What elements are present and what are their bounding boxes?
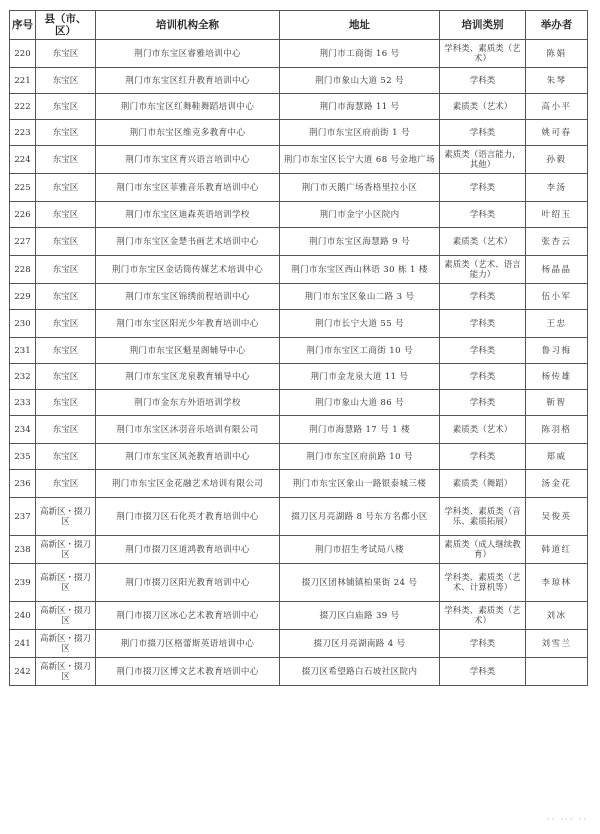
cell-training-type: 学科类、素质类（音乐、素质拓展）	[440, 498, 526, 536]
cell-address: 荆门市象山大道 86 号	[280, 390, 440, 416]
cell-training-type: 素质类（艺术、语言能力）	[440, 256, 526, 284]
cell-organizer: 王忠	[526, 310, 588, 338]
cell-institution-name: 荆门市东宝区金楚书画艺术培训中心	[96, 228, 280, 256]
cell-training-type: 学科类、素质类（艺术、计算机等）	[440, 564, 526, 602]
cell-county: 东宝区	[36, 284, 96, 310]
cell-county: 东宝区	[36, 390, 96, 416]
cell-address: 荆门市海慧路 11 号	[280, 94, 440, 120]
cell-serial: 233	[10, 390, 36, 416]
cell-organizer: 靳智	[526, 390, 588, 416]
cell-address: 掇刀区团林铺镇柏果街 24 号	[280, 564, 440, 602]
cell-institution-name: 荆门市东宝区阳光少年教育培训中心	[96, 310, 280, 338]
cell-training-type: 学科类	[440, 338, 526, 364]
cell-county: 东宝区	[36, 338, 96, 364]
cell-serial: 230	[10, 310, 36, 338]
cell-county: 东宝区	[36, 444, 96, 470]
cell-serial: 238	[10, 536, 36, 564]
cell-county: 高新区・掇刀区	[36, 630, 96, 658]
cell-address: 荆门市天鹅广场香格里拉小区	[280, 174, 440, 202]
cell-training-type: 学科类	[440, 364, 526, 390]
cell-county: 高新区・掇刀区	[36, 602, 96, 630]
cell-organizer: 吴俊英	[526, 498, 588, 536]
cell-serial: 237	[10, 498, 36, 536]
cell-address: 荆门市东宝区象山二路 3 号	[280, 284, 440, 310]
cell-institution-name: 荆门市金东方外语培训学校	[96, 390, 280, 416]
header-address: 地址	[280, 11, 440, 40]
table-row	[10, 256, 588, 284]
cell-training-type: 学科类、素质类（艺术）	[440, 40, 526, 68]
cell-county: 东宝区	[36, 146, 96, 174]
cell-training-type: 学科类	[440, 202, 526, 228]
cell-training-type: 学科类	[440, 390, 526, 416]
header-serial: 序号	[10, 11, 36, 40]
cell-serial: 223	[10, 120, 36, 146]
cell-organizer: 李汤	[526, 174, 588, 202]
table-row	[10, 40, 588, 68]
training-institutions-table	[9, 10, 588, 686]
header-training-type: 培训类别	[440, 11, 526, 40]
cell-institution-name: 荆门市掇刀区博文艺术教育培训中心	[96, 658, 280, 686]
cell-organizer: 高小平	[526, 94, 588, 120]
cell-organizer: 叶绍玉	[526, 202, 588, 228]
cell-training-type: 学科类	[440, 658, 526, 686]
cell-address: 掇刀区月亮湖南路 4 号	[280, 630, 440, 658]
cell-organizer: 郑威	[526, 444, 588, 470]
cell-serial: 241	[10, 630, 36, 658]
table-row	[10, 68, 588, 94]
cell-organizer: 杨传雄	[526, 364, 588, 390]
cell-serial: 239	[10, 564, 36, 602]
table-row	[10, 146, 588, 174]
table-row	[10, 564, 588, 602]
table-row	[10, 602, 588, 630]
table-row	[10, 390, 588, 416]
cell-county: 东宝区	[36, 228, 96, 256]
cell-organizer: 李琼林	[526, 564, 588, 602]
table-row	[10, 630, 588, 658]
table-row	[10, 94, 588, 120]
cell-serial: 225	[10, 174, 36, 202]
cell-training-type: 学科类	[440, 120, 526, 146]
cell-institution-name: 荆门市东宝区红舞鞋舞蹈培训中心	[96, 94, 280, 120]
cell-training-type: 素质类（艺术）	[440, 228, 526, 256]
cell-county: 高新区・掇刀区	[36, 564, 96, 602]
cell-organizer: 张杏云	[526, 228, 588, 256]
cell-serial: 232	[10, 364, 36, 390]
cell-institution-name: 荆门市东宝区魁星阁辅导中心	[96, 338, 280, 364]
table-row	[10, 444, 588, 470]
cell-serial: 240	[10, 602, 36, 630]
cell-organizer	[526, 658, 588, 686]
table-row	[10, 310, 588, 338]
cell-institution-name: 荆门市掇刀区石化英才教育培训中心	[96, 498, 280, 536]
cell-institution-name: 荆门市东宝区金话筒传媒艺术培训中心	[96, 256, 280, 284]
cell-training-type: 素质类（艺术）	[440, 416, 526, 444]
cell-address: 荆门市东宝区工商街 10 号	[280, 338, 440, 364]
cell-institution-name: 荆门市东宝区维克多教育中心	[96, 120, 280, 146]
cell-serial: 242	[10, 658, 36, 686]
cell-training-type: 学科类、素质类（艺术）	[440, 602, 526, 630]
cell-serial: 229	[10, 284, 36, 310]
cell-address: 掇刀区希望路白石坡社区院内	[280, 658, 440, 686]
header-county: 县（市、区）	[36, 11, 96, 40]
cell-institution-name: 荆门市东宝区菲雅音乐教育培训中心	[96, 174, 280, 202]
cell-serial: 221	[10, 68, 36, 94]
cell-organizer: 陈羽格	[526, 416, 588, 444]
cell-institution-name: 荆门市掇刀区阳光教育培训中心	[96, 564, 280, 602]
cell-organizer: 汤金花	[526, 470, 588, 498]
cell-serial: 227	[10, 228, 36, 256]
table-row	[10, 202, 588, 228]
cell-training-type: 素质类（艺术）	[440, 94, 526, 120]
table-row	[10, 174, 588, 202]
cell-serial: 231	[10, 338, 36, 364]
table-row	[10, 228, 588, 256]
cell-county: 东宝区	[36, 94, 96, 120]
cell-county: 东宝区	[36, 310, 96, 338]
cell-training-type: 学科类	[440, 630, 526, 658]
cell-address: 荆门市金龙泉大道 11 号	[280, 364, 440, 390]
cell-organizer: 伍小军	[526, 284, 588, 310]
cell-training-type: 素质类（舞蹈）	[440, 470, 526, 498]
cell-institution-name: 荆门市东宝区锦绣前程培训中心	[96, 284, 280, 310]
cell-county: 东宝区	[36, 202, 96, 228]
cell-institution-name: 荆门市东宝区沐羽音乐培训有限公司	[96, 416, 280, 444]
cell-address: 荆门市东宝区象山一路银泰城三楼	[280, 470, 440, 498]
cell-county: 东宝区	[36, 68, 96, 94]
cell-institution-name: 荆门市掇刀区道鸿教育培训中心	[96, 536, 280, 564]
cell-institution-name: 荆门市东宝区育兴语言培训中心	[96, 146, 280, 174]
cell-county: 东宝区	[36, 256, 96, 284]
cell-address: 荆门市招生考试局八楼	[280, 536, 440, 564]
cell-address: 掇刀区白庙路 39 号	[280, 602, 440, 630]
cell-address: 荆门市东宝区府前路 10 号	[280, 444, 440, 470]
cell-institution-name: 荆门市东宝区风尧教育培训中心	[96, 444, 280, 470]
cell-county: 东宝区	[36, 416, 96, 444]
cell-county: 东宝区	[36, 40, 96, 68]
cell-organizer: 朱琴	[526, 68, 588, 94]
cell-organizer: 孙毅	[526, 146, 588, 174]
cell-serial: 228	[10, 256, 36, 284]
table-row	[10, 658, 588, 686]
cell-county: 东宝区	[36, 174, 96, 202]
cell-institution-name: 荆门市掇刀区格蕾斯英语培训中心	[96, 630, 280, 658]
cell-training-type: 学科类	[440, 444, 526, 470]
cell-address: 荆门市长宁大道 55 号	[280, 310, 440, 338]
cell-institution-name: 荆门市东宝区迪森英语培训学校	[96, 202, 280, 228]
cell-training-type: 素质类（语言能力，其他）	[440, 146, 526, 174]
cell-organizer: 韩道红	[526, 536, 588, 564]
cell-address: 荆门市东宝区府前街 1 号	[280, 120, 440, 146]
watermark-logo: ·· ··· ··	[541, 813, 594, 826]
cell-institution-name: 荆门市东宝区金花融艺术培训有限公司	[96, 470, 280, 498]
cell-serial: 224	[10, 146, 36, 174]
cell-organizer: 刘冰	[526, 602, 588, 630]
table-row	[10, 284, 588, 310]
cell-training-type: 学科类	[440, 68, 526, 94]
cell-county: 东宝区	[36, 364, 96, 390]
cell-training-type: 学科类	[440, 310, 526, 338]
table-row	[10, 416, 588, 444]
cell-address: 荆门市海慧路 17 号 1 楼	[280, 416, 440, 444]
table-row	[10, 498, 588, 536]
cell-address: 荆门市东宝区西山林语 30 栋 1 楼	[280, 256, 440, 284]
cell-institution-name: 荆门市东宝区龙泉教育辅导中心	[96, 364, 280, 390]
table-row	[10, 120, 588, 146]
cell-training-type: 学科类	[440, 174, 526, 202]
cell-county: 高新区・掇刀区	[36, 536, 96, 564]
table-body	[10, 40, 588, 686]
cell-serial: 220	[10, 40, 36, 68]
cell-serial: 226	[10, 202, 36, 228]
cell-address: 荆门市工商街 16 号	[280, 40, 440, 68]
cell-address: 荆门市东宝区长宁大道 68 号金地广场	[280, 146, 440, 174]
cell-serial: 236	[10, 470, 36, 498]
cell-organizer: 姚可春	[526, 120, 588, 146]
cell-organizer: 鲁习梅	[526, 338, 588, 364]
cell-institution-name: 荆门市东宝区红升教育培训中心	[96, 68, 280, 94]
cell-county: 高新区・掇刀区	[36, 498, 96, 536]
cell-serial: 222	[10, 94, 36, 120]
cell-organizer: 陈娟	[526, 40, 588, 68]
cell-institution-name: 荆门市掇刀区冰心艺术教育培训中心	[96, 602, 280, 630]
cell-organizer: 刘雪兰	[526, 630, 588, 658]
cell-serial: 235	[10, 444, 36, 470]
table-row	[10, 470, 588, 498]
cell-address: 掇刀区月亮湖路 8 号东方名都小区	[280, 498, 440, 536]
cell-address: 荆门市金宁小区院内	[280, 202, 440, 228]
table-row	[10, 364, 588, 390]
cell-organizer: 杨晶晶	[526, 256, 588, 284]
cell-institution-name: 荆门市东宝区睿雅培训中心	[96, 40, 280, 68]
table-header-row	[10, 11, 588, 40]
cell-address: 荆门市象山大道 52 号	[280, 68, 440, 94]
table-row	[10, 338, 588, 364]
header-institution-name: 培训机构全称	[96, 11, 280, 40]
header-organizer: 举办者	[526, 11, 588, 40]
cell-training-type: 素质类（成人继续教育）	[440, 536, 526, 564]
cell-serial: 234	[10, 416, 36, 444]
cell-county: 高新区・掇刀区	[36, 658, 96, 686]
cell-address: 荆门市东宝区海慧路 9 号	[280, 228, 440, 256]
cell-training-type: 学科类	[440, 284, 526, 310]
cell-county: 东宝区	[36, 470, 96, 498]
table-row	[10, 536, 588, 564]
cell-county: 东宝区	[36, 120, 96, 146]
